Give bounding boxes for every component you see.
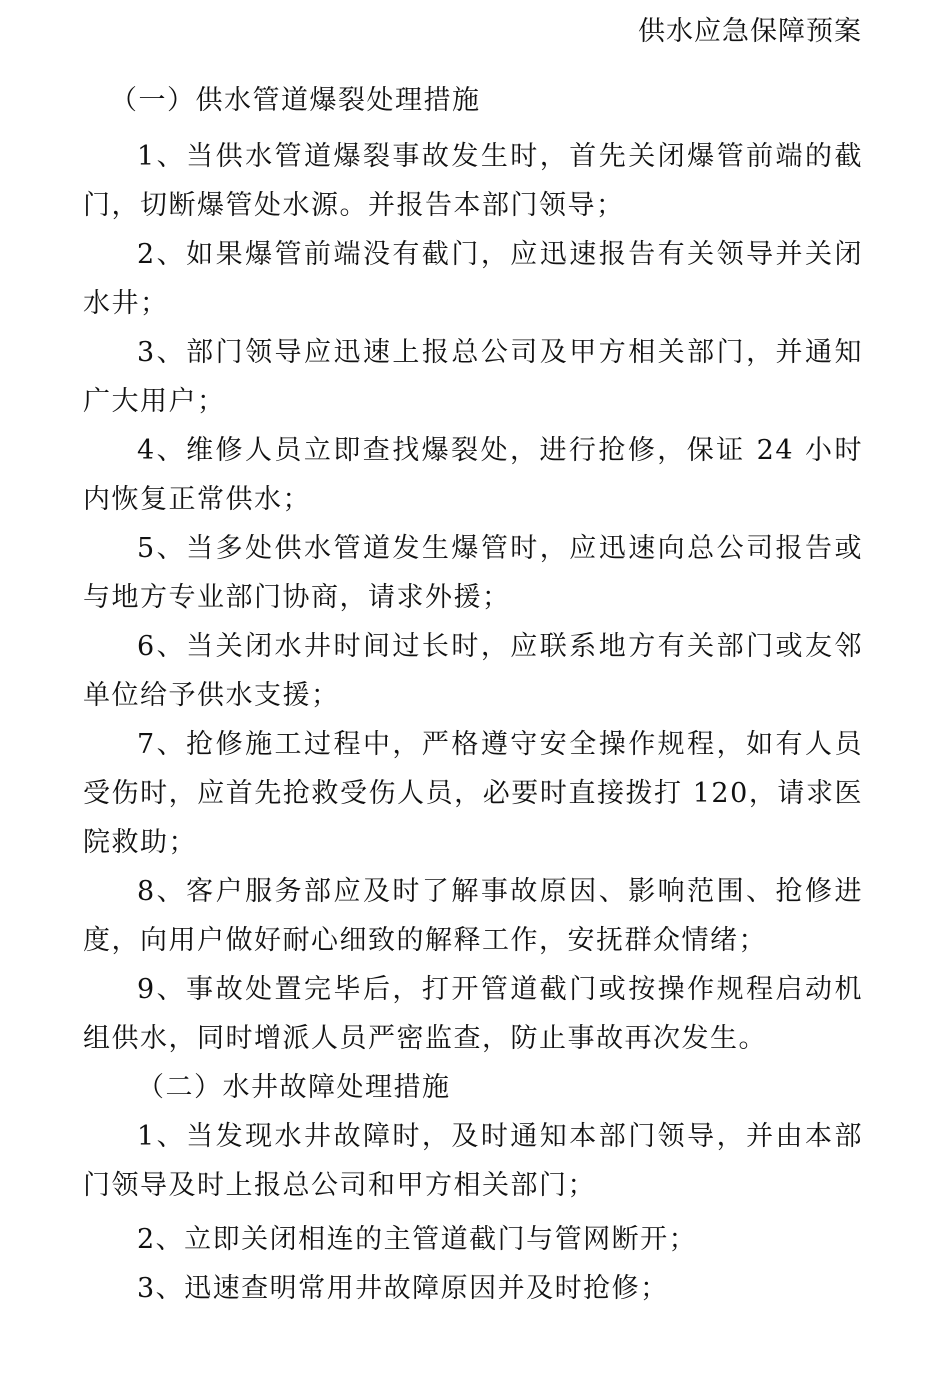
paragraph-item: 5、当多处供水管道发生爆管时，应迅速向总公司报告或与地方专业部门协商，请求外援； [83,533,863,613]
paragraph-item: 8、客户服务部应及时了解事故原因、影响范围、抢修进度，向用户做好耐心细致的解释工作，安抚群众情绪； [83,876,863,956]
paragraph-item: 9、事故处置完毕后，打开管道截门或按操作规程启动机组供水，同时增派人员严密监查，防止事故再次发生。 [83,974,863,1054]
page-header-title: 供水应急保障预案 [638,16,862,47]
paragraph-item: 7、抢修施工过程中，严格遵守安全操作规程，如有人员受伤时，应首先抢救受伤人员，必要时直接拨打 120，请求医院救助； [83,729,863,858]
paragraph-item: 2、立即关闭相连的主管道截门与管网断开； [137,1224,698,1255]
document-body [83,76,863,1313]
paragraph-item: 1、当供水管道爆裂事故发生时，首先关闭爆管前端的截门，切断爆管处水源。并报告本部门领导； [83,141,863,221]
paragraph-item: 3、迅速查明常用井故障原因并及时抢修； [137,1273,669,1304]
paragraph-item: 1、当发现水井故障时，及时通知本部门领导，并由本部门领导及时上报总公司和甲方相关部门； [83,1121,863,1201]
paragraph-item: 3、部门领导应迅速上报总公司及甲方相关部门，并通知广大用户； [83,337,863,417]
paragraph-item: 6、当关闭水井时间过长时，应联系地方有关部门或友邻单位给予供水支援； [83,631,863,711]
paragraph-item: 2、如果爆管前端没有截门，应迅速报告有关领导并关闭水井； [83,239,863,319]
paragraph-item: 4、维修人员立即查找爆裂处，进行抢修，保证 24 小时内恢复正常供水； [83,435,863,515]
section-heading-pipe-burst: （一）供水管道爆裂处理措施 [110,85,481,116]
section-heading-well-fault: （二）水井故障处理措施 [137,1072,451,1103]
